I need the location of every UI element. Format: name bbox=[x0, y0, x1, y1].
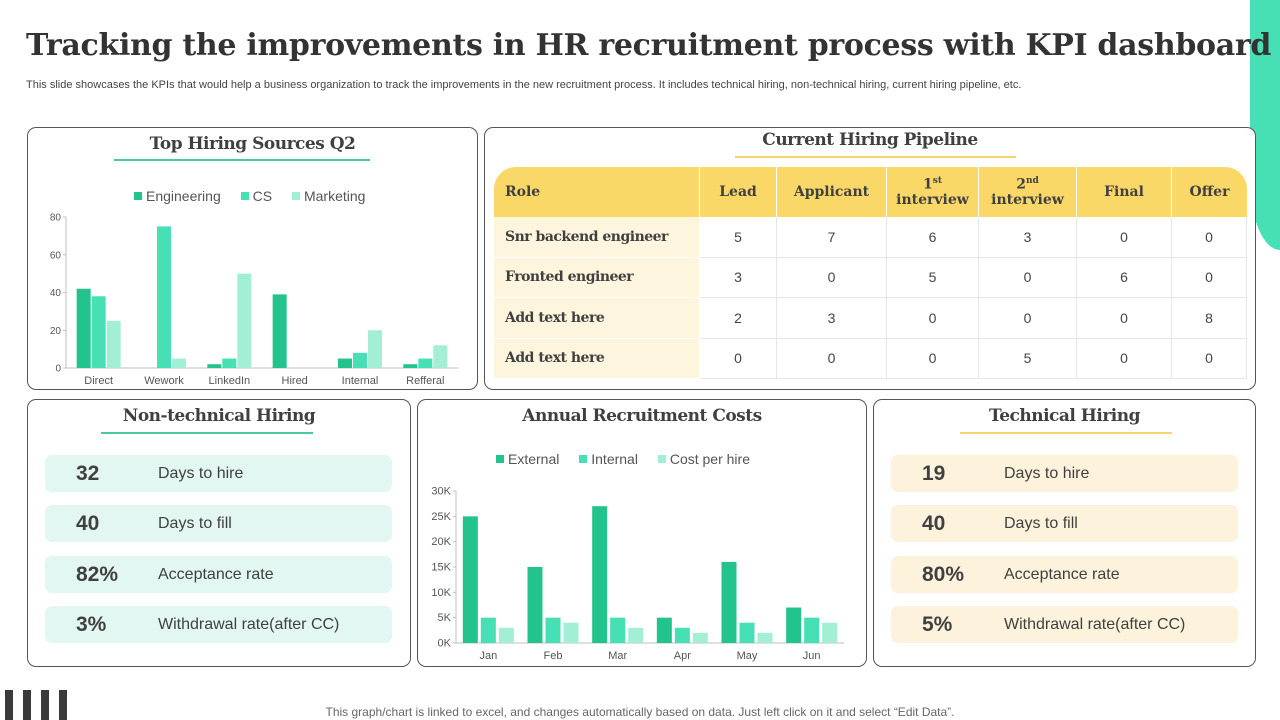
cell-value: 0 bbox=[1172, 217, 1247, 258]
kpi-days-to-hire bbox=[891, 455, 1238, 492]
kpi-days-to-hire bbox=[45, 455, 392, 492]
bar-engineering bbox=[273, 294, 287, 368]
bar-external bbox=[657, 618, 672, 643]
legend-item-engineering[interactable]: Engineering bbox=[134, 188, 221, 204]
y-tick-label: 20 bbox=[49, 325, 61, 337]
col-role: Role bbox=[494, 167, 700, 217]
kpi-label: Days to fill bbox=[1004, 515, 1078, 532]
kpi-label: Acceptance rate bbox=[1004, 566, 1120, 583]
cell-value: 6 bbox=[887, 217, 979, 258]
kpi-value: 80% bbox=[922, 563, 965, 586]
hiring-sources-chart[interactable] bbox=[28, 128, 477, 389]
kpi-value: 32 bbox=[76, 462, 100, 485]
y-tick-label: 30K bbox=[431, 485, 451, 498]
x-tick-label: Mar bbox=[608, 650, 628, 662]
cell-value: 5 bbox=[700, 217, 777, 258]
y-tick-label: 60 bbox=[49, 250, 61, 262]
bar-internal bbox=[740, 623, 755, 643]
kpi-withdrawal-rate bbox=[45, 606, 392, 643]
x-tick-label: Wework bbox=[144, 375, 184, 387]
cell-value: 5 bbox=[887, 258, 979, 299]
x-tick-label: Direct bbox=[84, 375, 114, 387]
kpi-days-to-fill bbox=[45, 505, 392, 542]
cell-value: 0 bbox=[777, 339, 887, 380]
col-lead: Lead bbox=[700, 167, 777, 217]
x-tick-label: Jun bbox=[802, 650, 821, 662]
bar-cost-per-hire bbox=[758, 633, 773, 643]
legend-item-external[interactable]: External bbox=[496, 451, 559, 467]
table-row bbox=[494, 258, 1247, 299]
kpi-label: Withdrawal rate(after CC) bbox=[1004, 616, 1186, 633]
bar-cs bbox=[92, 296, 106, 368]
col-offer: Offer bbox=[1172, 167, 1247, 217]
kpi-acceptance-rate bbox=[45, 556, 392, 593]
cell-value: 7 bbox=[777, 217, 887, 258]
cell-value: 3 bbox=[777, 298, 887, 339]
hiring-pipeline-table bbox=[494, 167, 1247, 379]
kpi-value: 3% bbox=[76, 613, 107, 636]
bar-cost-per-hire bbox=[693, 633, 708, 643]
table-row bbox=[494, 217, 1247, 258]
technical-hiring-title: Technical Hiring bbox=[989, 406, 1140, 426]
bar-external bbox=[463, 516, 478, 643]
non-technical-hiring-title: Non-technical Hiring bbox=[122, 406, 316, 426]
col-second-interview: 2nd interview bbox=[979, 167, 1077, 217]
bar-engineering bbox=[207, 364, 221, 368]
hiring-pipeline-title: Current Hiring Pipeline bbox=[762, 130, 978, 150]
x-tick-label: Jan bbox=[479, 650, 498, 662]
cell-value: 3 bbox=[700, 258, 777, 299]
kpi-label: Acceptance rate bbox=[158, 566, 274, 583]
kpi-days-to-fill bbox=[891, 505, 1238, 542]
page-title: Tracking the improvements in HR recruitment process with KPI dashboard bbox=[26, 28, 1272, 63]
x-tick-label: LinkedIn bbox=[208, 375, 251, 387]
bar-engineering bbox=[77, 289, 91, 368]
kpi-acceptance-rate bbox=[891, 556, 1238, 593]
kpi-value: 5% bbox=[922, 613, 953, 636]
recruitment-costs-card bbox=[417, 399, 867, 667]
x-tick-label: Hired bbox=[281, 375, 308, 387]
bar-cs bbox=[353, 353, 367, 368]
recruitment-costs-chart[interactable] bbox=[418, 400, 866, 666]
kpi-value: 40 bbox=[76, 512, 100, 535]
hiring-pipeline-card bbox=[484, 127, 1256, 390]
bar-external bbox=[528, 567, 543, 643]
kpi-value: 40 bbox=[922, 512, 946, 535]
cell-role: Fronted engineer bbox=[494, 258, 700, 299]
bar-external bbox=[592, 506, 607, 643]
cell-value: 2 bbox=[700, 298, 777, 339]
cell-value: 0 bbox=[1172, 258, 1247, 299]
footer-note: This graph/chart is linked to excel, and changes automatically based on data. Just left click on it and select “Edit Data”. bbox=[325, 705, 955, 719]
hiring-sources-card bbox=[27, 127, 478, 390]
bar-cost-per-hire bbox=[564, 623, 579, 643]
bar-marketing bbox=[107, 321, 121, 368]
legend-item-internal[interactable]: Internal bbox=[579, 451, 638, 467]
cell-value: 0 bbox=[1077, 217, 1172, 258]
title-underline bbox=[735, 156, 1016, 158]
hiring-sources-title: Top Hiring Sources Q2 bbox=[149, 134, 356, 154]
kpi-value: 19 bbox=[922, 462, 946, 485]
cell-value: 8 bbox=[1172, 298, 1247, 339]
table-row bbox=[494, 298, 1247, 339]
bar-internal bbox=[610, 618, 625, 643]
cell-role: Snr backend engineer bbox=[494, 217, 700, 258]
table-row bbox=[494, 339, 1247, 380]
bar-external bbox=[722, 562, 737, 643]
y-tick-label: 10K bbox=[431, 586, 451, 599]
cell-value: 0 bbox=[979, 298, 1077, 339]
technical-hiring-card bbox=[873, 399, 1256, 667]
y-tick-label: 0 bbox=[55, 363, 61, 375]
legend-item-cs[interactable]: CS bbox=[241, 188, 272, 204]
cell-value: 5 bbox=[979, 339, 1077, 380]
cell-role: Add text here bbox=[494, 298, 700, 339]
bar-engineering bbox=[403, 364, 417, 368]
bar-marketing bbox=[368, 330, 382, 368]
cell-value: 0 bbox=[979, 258, 1077, 299]
legend-item-marketing[interactable]: Marketing bbox=[292, 188, 365, 204]
cell-value: 0 bbox=[887, 339, 979, 380]
y-tick-label: 20K bbox=[431, 536, 451, 549]
cell-value: 6 bbox=[1077, 258, 1172, 299]
x-tick-label: May bbox=[736, 650, 758, 662]
table-header-row bbox=[494, 167, 1247, 217]
title-underline bbox=[960, 432, 1172, 434]
cell-value: 0 bbox=[1077, 339, 1172, 380]
cell-value: 0 bbox=[1172, 339, 1247, 380]
legend-item-cost-per-hire[interactable]: Cost per hire bbox=[658, 451, 750, 467]
bar-cost-per-hire bbox=[628, 628, 643, 643]
page-subtitle: This slide showcases the KPIs that would help a business organization to track the improvements in the new recruitment process. It includes technical hiring, non-technical hiring, current hiring pipeline, etc. bbox=[26, 79, 1022, 91]
bar-marketing bbox=[172, 359, 186, 368]
x-tick-label: Refferal bbox=[406, 375, 445, 387]
y-tick-label: 15K bbox=[431, 561, 451, 574]
cell-value: 3 bbox=[979, 217, 1077, 258]
col-applicant: Applicant bbox=[777, 167, 887, 217]
bar-cs bbox=[157, 226, 171, 368]
kpi-value: 82% bbox=[76, 563, 119, 586]
cell-role: Add text here bbox=[494, 339, 700, 380]
bar-cost-per-hire bbox=[499, 628, 514, 643]
x-tick-label: Internal bbox=[341, 375, 379, 387]
kpi-label: Days to hire bbox=[158, 465, 244, 482]
col-final: Final bbox=[1077, 167, 1172, 217]
y-tick-label: 40 bbox=[49, 288, 61, 299]
bar-marketing bbox=[237, 274, 251, 368]
cell-value: 0 bbox=[777, 258, 887, 299]
kpi-withdrawal-rate bbox=[891, 606, 1238, 643]
bar-cost-per-hire bbox=[822, 623, 837, 643]
kpi-label: Withdrawal rate(after CC) bbox=[158, 616, 340, 633]
title-underline bbox=[101, 432, 313, 434]
kpi-label: Days to hire bbox=[1004, 465, 1090, 482]
bar-engineering bbox=[338, 359, 352, 368]
bar-marketing bbox=[433, 345, 447, 368]
bar-cs bbox=[418, 359, 432, 368]
bar-internal bbox=[675, 628, 690, 643]
cell-value: 0 bbox=[1077, 298, 1172, 339]
bar-internal bbox=[804, 618, 819, 643]
bar-internal bbox=[546, 618, 561, 643]
non-technical-hiring-card bbox=[27, 399, 411, 667]
y-tick-label: 80 bbox=[49, 212, 61, 224]
y-tick-label: 5K bbox=[437, 612, 451, 625]
recruitment-costs-title: Annual Recruitment Costs bbox=[522, 406, 762, 426]
bar-external bbox=[786, 608, 801, 643]
kpi-label: Days to fill bbox=[158, 515, 232, 532]
col-first-interview: 1st interview bbox=[887, 167, 979, 217]
bar-cs bbox=[222, 359, 236, 368]
y-tick-label: 0K bbox=[437, 637, 451, 650]
x-tick-label: Feb bbox=[543, 650, 563, 662]
bar-internal bbox=[481, 618, 496, 643]
cell-value: 0 bbox=[887, 298, 979, 339]
y-tick-label: 25K bbox=[431, 510, 451, 523]
x-tick-label: Apr bbox=[673, 650, 691, 662]
cell-value: 0 bbox=[700, 339, 777, 380]
